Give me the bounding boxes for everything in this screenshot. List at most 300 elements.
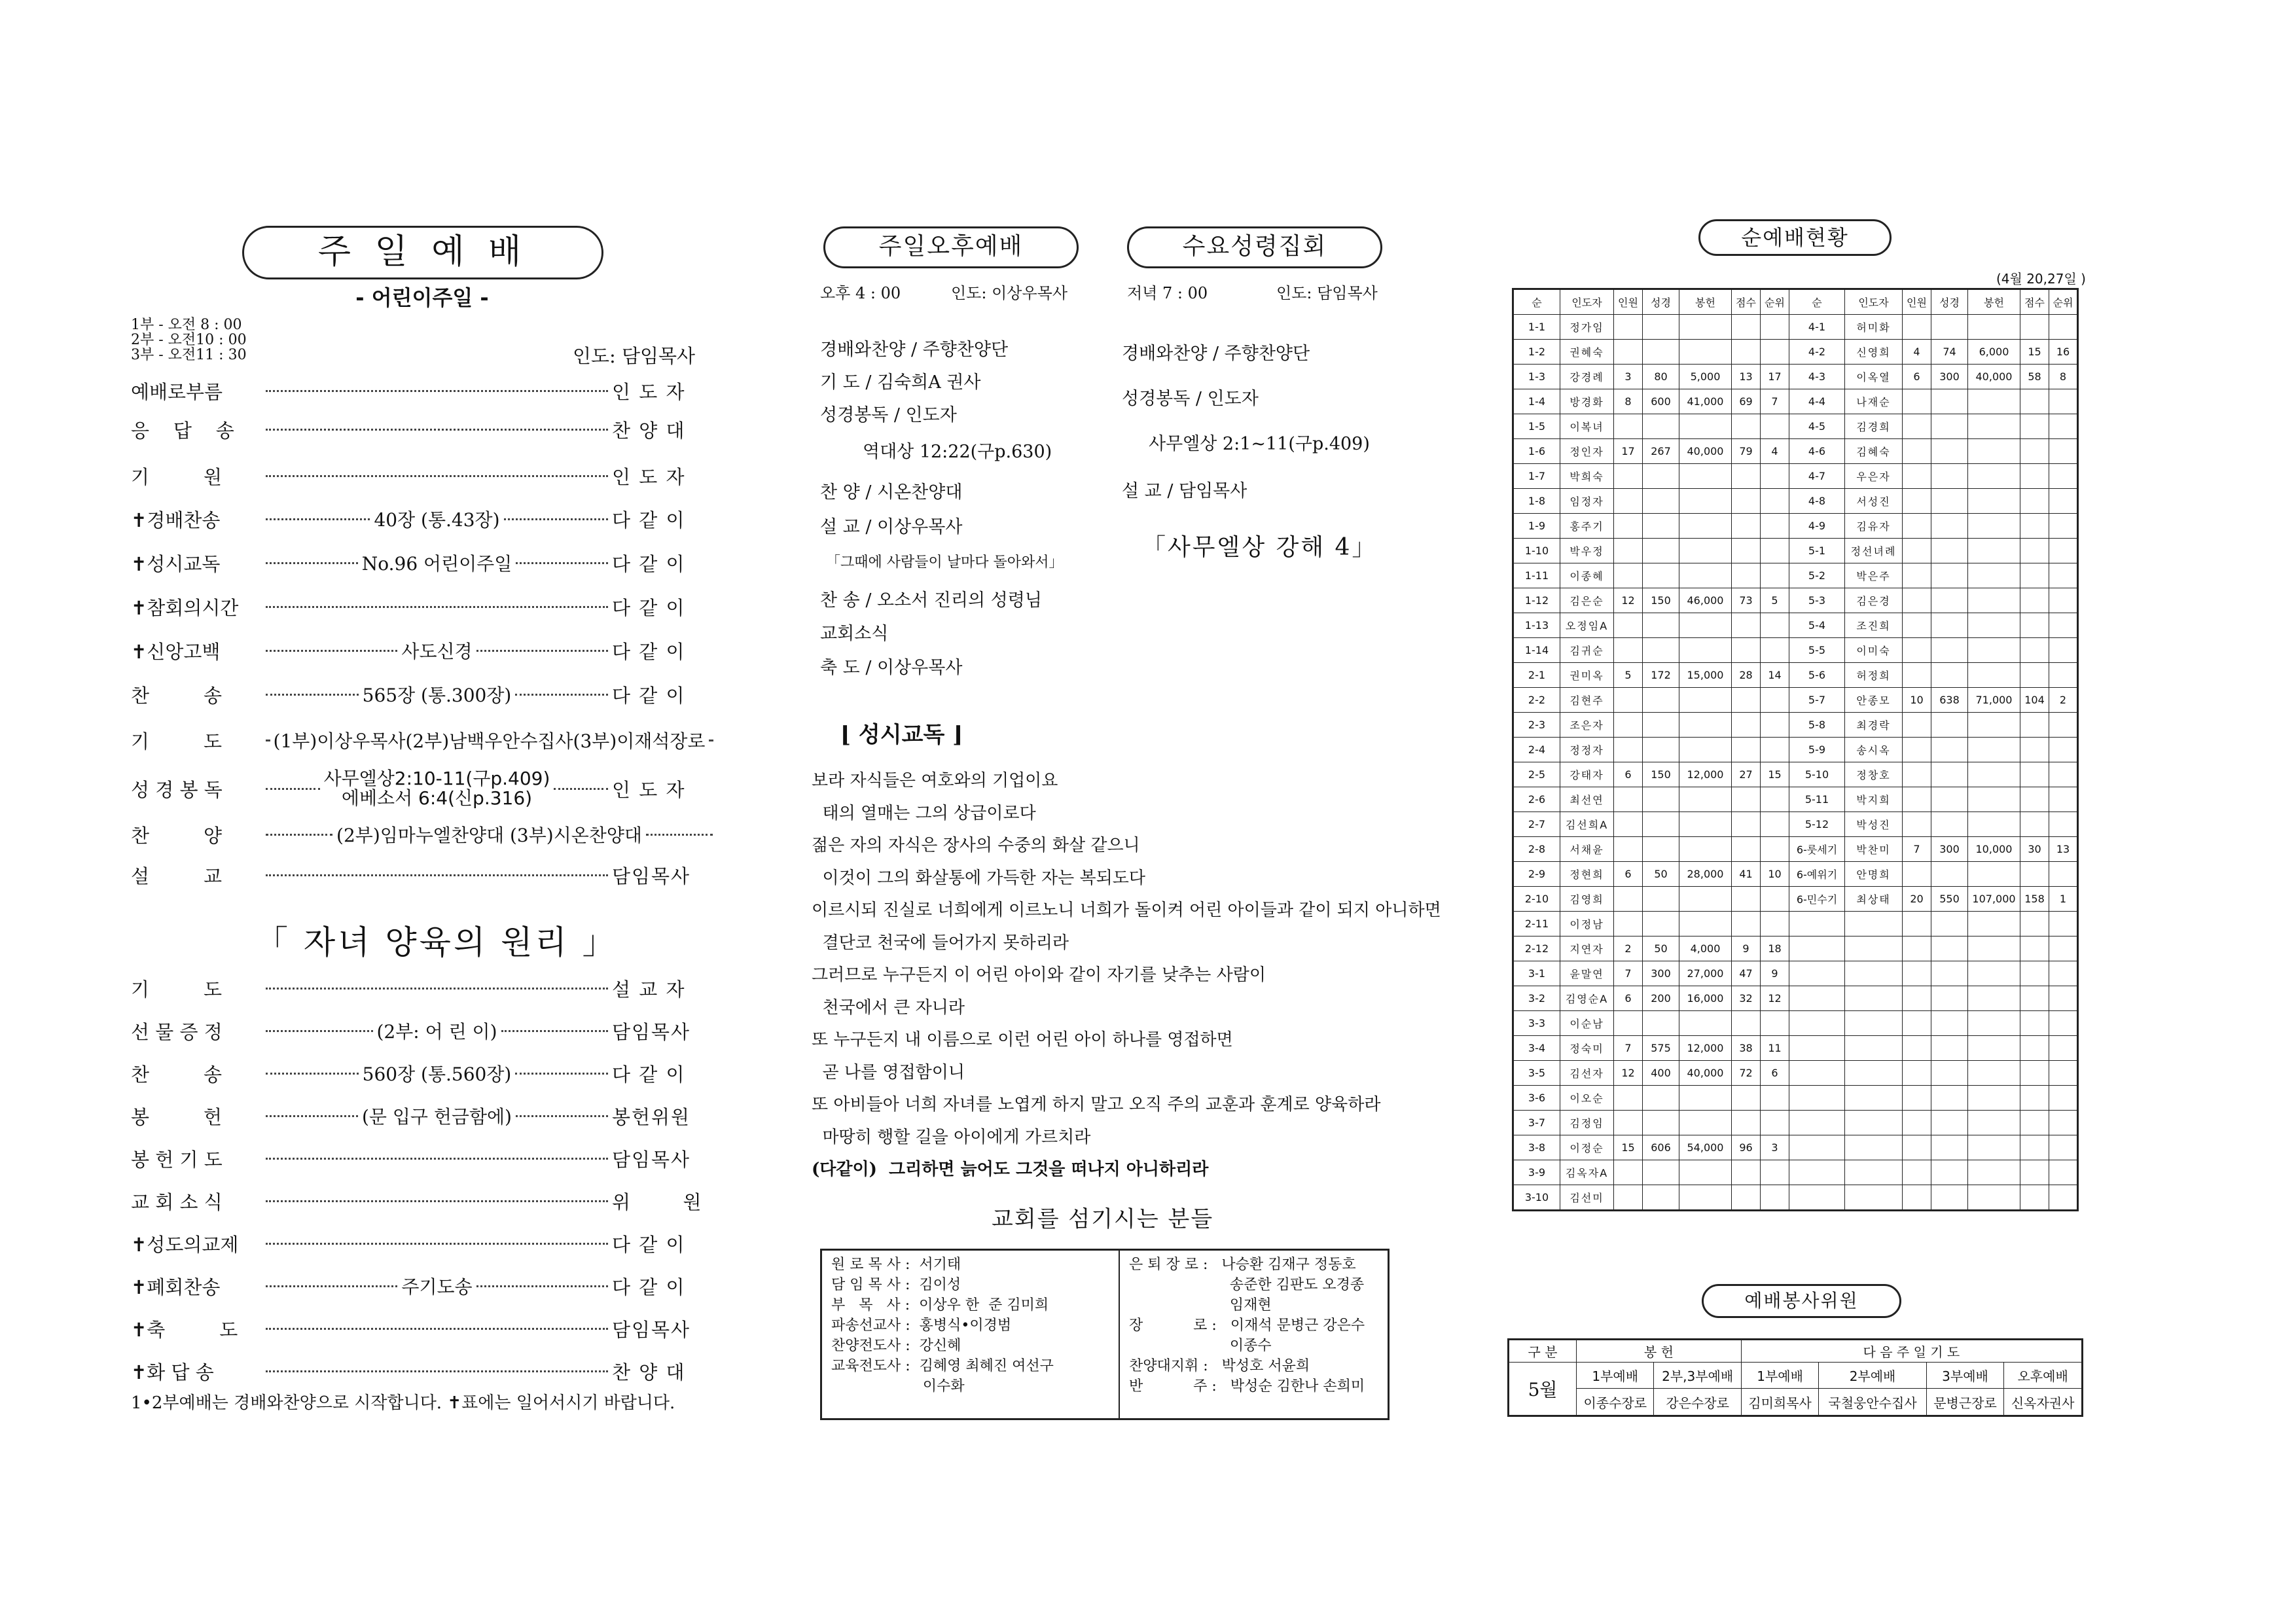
attendance-cell: 12 <box>1614 588 1643 613</box>
attendance-cell: 150 <box>1643 588 1679 613</box>
attendance-cell <box>1679 514 1732 539</box>
attendance-cell: 9 <box>1761 961 1789 986</box>
attendance-cell: 1-6 <box>1513 439 1560 464</box>
worship-item-label: ✝화 답 송 <box>131 1361 214 1383</box>
attendance-cell <box>2020 738 2049 762</box>
attendance-cell <box>2049 1160 2078 1185</box>
attendance-cell: 2-10 <box>1513 887 1560 912</box>
attendance-cell <box>1732 539 1761 563</box>
attendance-cell: 조은자 <box>1560 713 1614 738</box>
worship-item-person: 담임목사 <box>612 865 691 887</box>
attendance-cell <box>1845 961 1903 986</box>
attendance-cell: 1-14 <box>1513 638 1560 663</box>
attendance-cell: 150 <box>1643 762 1679 787</box>
attendance-cell: 2-9 <box>1513 862 1560 887</box>
attendance-cell <box>2020 439 2049 464</box>
attendance-cell: 5-2 <box>1789 563 1845 588</box>
attendance-cell: 김영희 <box>1560 887 1614 912</box>
minister-line: 임재현 <box>1129 1297 1272 1313</box>
attendance-row <box>1513 812 2078 837</box>
attendance-cell <box>1732 1111 1761 1135</box>
attendance-cell: 32 <box>1732 986 1761 1011</box>
reading-line: 또 누구든지 내 이름으로 이런 어린 아이 하나를 영접하면 <box>812 1030 1233 1050</box>
attendance-cell <box>1732 1160 1761 1185</box>
minister-line: 반 주 : 박성순 김한나 손희미 <box>1129 1378 1365 1395</box>
attendance-cell: 7 <box>1614 1036 1643 1061</box>
wednesday-sermon: 「사무엘상 강해 4」 <box>1142 534 1378 561</box>
attendance-cell: 9 <box>1732 936 1761 961</box>
attendance-cell: 김정임 <box>1560 1111 1614 1135</box>
attendance-cell <box>1845 1135 1903 1160</box>
attendance-cell: 이순남 <box>1560 1011 1614 1036</box>
attendance-row <box>1513 1135 2078 1160</box>
attendance-cell <box>2049 613 2078 638</box>
attendance-cell <box>2020 1011 2049 1036</box>
worship-item <box>131 1186 717 1216</box>
attendance-cell: 73 <box>1732 588 1761 613</box>
minister-line: 은 퇴 장 로 : 나승환 김재구 정동호 <box>1129 1257 1356 1273</box>
service-name: 문병근장로 <box>1926 1389 2003 1416</box>
minister-line: 이종수 <box>1129 1338 1272 1354</box>
worship-item-value: (2부: 어 린 이) <box>376 1021 497 1043</box>
worship-item <box>131 504 717 534</box>
attendance-cell <box>1931 414 1968 439</box>
worship-item-person: 다 같 이 <box>612 640 686 663</box>
worship-item-leader-dots <box>262 550 612 576</box>
attendance-cell: 4-9 <box>1789 514 1845 539</box>
attendance-cell <box>1643 1011 1679 1036</box>
attendance-cell <box>2020 1160 2049 1185</box>
attendance-cell <box>1845 1086 1903 1111</box>
attendance-cell <box>2020 539 2049 563</box>
worship-item <box>131 548 717 578</box>
attendance-cell <box>1931 912 1968 936</box>
attendance-cell <box>1732 812 1761 837</box>
footnote: 1•2부예배는 경배와찬양으로 시작합니다. ✝표에는 일어서시기 바랍니다. <box>131 1393 675 1413</box>
worship-item <box>131 1228 717 1258</box>
attendance-cell <box>1643 1086 1679 1111</box>
attendance-row <box>1513 862 2078 887</box>
attendance-cell <box>1903 588 1931 613</box>
attendance-cell: 267 <box>1643 439 1679 464</box>
worship-item-label: 찬 송 <box>131 1063 222 1086</box>
service-sub: 2부예배 <box>1819 1363 1926 1389</box>
worship-item-leader-dots <box>262 1328 612 1330</box>
attendance-cell <box>1732 613 1761 638</box>
attendance-cell: 606 <box>1643 1135 1679 1160</box>
attendance-cell <box>1968 439 2020 464</box>
attendance-cell <box>1761 1011 1789 1036</box>
worship-item-leader-dots <box>262 1243 612 1245</box>
attendance-header-cell: 성경 <box>1931 289 1968 315</box>
worship-item-person: 설 교 자 <box>612 978 686 1001</box>
attendance-cell <box>1643 1160 1679 1185</box>
attendance-cell: 17 <box>1614 439 1643 464</box>
wednesday-time: 저녁 7 : 00 <box>1127 284 1208 302</box>
worship-item <box>131 819 717 849</box>
time-3: 3부 - 오전11 : 30 <box>131 347 247 363</box>
attendance-cell <box>2049 1111 2078 1135</box>
afternoon-line: 기 도 / 김숙희A 권사 <box>820 372 981 393</box>
attendance-cell <box>1643 563 1679 588</box>
attendance-cell: 최상태 <box>1845 887 1903 912</box>
attendance-cell: 158 <box>2020 887 2049 912</box>
attendance-row <box>1513 912 2078 936</box>
worship-item-person: 다 같 이 <box>612 1233 686 1256</box>
minister-line: 찬양전도사 : 강신혜 <box>831 1338 961 1354</box>
attendance-cell <box>2049 489 2078 514</box>
attendance-cell <box>1643 1185 1679 1211</box>
attendance-cell: 5 <box>1761 588 1789 613</box>
attendance-cell <box>1931 1036 1968 1061</box>
attendance-cell <box>1732 638 1761 663</box>
main-leader: 인도: 담임목사 <box>573 345 696 367</box>
attendance-cell <box>1931 663 1968 688</box>
attendance-cell <box>1968 1185 2020 1211</box>
attendance-cell <box>1968 315 2020 340</box>
worship-item-value: No.96 어린이주일 <box>361 553 512 575</box>
attendance-cell <box>1931 787 1968 812</box>
worship-item-value: 주기도송 <box>401 1276 473 1298</box>
worship-item-label: 성 경 봉 독 <box>131 778 223 801</box>
attendance-cell <box>1761 1185 1789 1211</box>
attendance-row <box>1513 414 2078 439</box>
attendance-title-box <box>1698 219 1892 256</box>
attendance-row <box>1513 489 2078 514</box>
attendance-cell <box>2020 812 2049 837</box>
attendance-cell: 서성진 <box>1845 489 1903 514</box>
attendance-cell: 1-2 <box>1513 340 1560 365</box>
attendance-cell <box>2020 588 2049 613</box>
attendance-cell <box>1679 464 1732 489</box>
attendance-cell <box>1968 812 2020 837</box>
attendance-cell <box>1679 1185 1732 1211</box>
attendance-row <box>1513 588 2078 613</box>
attendance-cell: 600 <box>1643 389 1679 414</box>
attendance-cell <box>2049 1086 2078 1111</box>
attendance-cell <box>1761 489 1789 514</box>
attendance-cell: 5-1 <box>1789 539 1845 563</box>
attendance-cell: 5-6 <box>1789 663 1845 688</box>
attendance-cell: 정가임 <box>1560 315 1614 340</box>
attendance-cell <box>1761 613 1789 638</box>
attendance-cell <box>1903 539 1931 563</box>
attendance-cell: 16,000 <box>1679 986 1732 1011</box>
attendance-cell <box>1903 1036 1931 1061</box>
worship-item <box>131 1016 717 1046</box>
attendance-cell: 6 <box>1614 862 1643 887</box>
worship-item <box>131 860 717 890</box>
attendance-header-cell: 점수 <box>1732 289 1761 315</box>
attendance-cell: 5-8 <box>1789 713 1845 738</box>
attendance-cell <box>1931 1185 1968 1211</box>
attendance-cell <box>2020 787 2049 812</box>
attendance-cell <box>2020 862 2049 887</box>
service-month: 5월 <box>1509 1363 1577 1416</box>
attendance-cell: 4-6 <box>1789 439 1845 464</box>
attendance-row <box>1513 688 2078 713</box>
attendance-cell: 400 <box>1643 1061 1679 1086</box>
attendance-cell <box>1903 1160 1931 1185</box>
attendance-cell <box>1614 414 1643 439</box>
attendance-cell <box>1968 464 2020 489</box>
attendance-cell <box>1789 1111 1845 1135</box>
attendance-cell <box>1732 315 1761 340</box>
attendance-cell <box>1679 1111 1732 1135</box>
worship-item-person: 다 같 이 <box>612 508 686 531</box>
attendance-cell <box>2020 1135 2049 1160</box>
attendance-cell: 3-1 <box>1513 961 1560 986</box>
worship-item <box>131 1143 717 1173</box>
attendance-cell: 550 <box>1931 887 1968 912</box>
attendance-cell <box>1679 688 1732 713</box>
worship-item-label: 봉 헌 기 도 <box>131 1148 223 1171</box>
attendance-cell: 1-12 <box>1513 588 1560 613</box>
attendance-cell: 12 <box>1761 986 1789 1011</box>
attendance-cell: 1-4 <box>1513 389 1560 414</box>
attendance-cell: 38 <box>1732 1036 1761 1061</box>
attendance-cell <box>1903 936 1931 961</box>
afternoon-line: 역대상 12:22(구p.630) <box>863 442 1052 462</box>
attendance-cell <box>1761 1160 1789 1185</box>
attendance-row <box>1513 1061 2078 1086</box>
attendance-cell <box>1968 961 2020 986</box>
attendance-header-cell: 인도자 <box>1560 289 1614 315</box>
attendance-cell <box>1679 912 1732 936</box>
attendance-cell <box>1931 1135 1968 1160</box>
attendance-cell <box>1968 762 2020 787</box>
attendance-cell <box>1643 464 1679 489</box>
attendance-cell: 10 <box>1903 688 1931 713</box>
attendance-cell <box>2020 563 2049 588</box>
attendance-cell: 13 <box>2049 837 2078 862</box>
attendance-cell: 2-7 <box>1513 812 1560 837</box>
attendance-cell <box>1968 514 2020 539</box>
attendance-cell: 18 <box>1761 936 1789 961</box>
attendance-cell <box>2049 1185 2078 1211</box>
attendance-cell <box>2049 464 2078 489</box>
attendance-header-cell: 점수 <box>2020 289 2049 315</box>
worship-item-label: 기 도 <box>131 730 222 753</box>
attendance-cell <box>1761 812 1789 837</box>
attendance-cell: 107,000 <box>1968 887 2020 912</box>
attendance-row <box>1513 787 2078 812</box>
attendance-cell <box>1761 713 1789 738</box>
service-table <box>1507 1338 2083 1417</box>
attendance-cell <box>1761 539 1789 563</box>
attendance-cell <box>1968 389 2020 414</box>
attendance-cell <box>1789 912 1845 936</box>
afternoon-line: 축 도 / 이상우목사 <box>820 658 963 678</box>
afternoon-line: 성경봉독 / 인도자 <box>820 405 957 425</box>
attendance-cell <box>1903 1185 1931 1211</box>
attendance-cell: 96 <box>1732 1135 1761 1160</box>
attendance-row <box>1513 738 2078 762</box>
attendance-cell: 47 <box>1732 961 1761 986</box>
worship-item-person: 찬 양 대 <box>612 1361 686 1383</box>
attendance-row <box>1513 1086 2078 1111</box>
attendance-cell <box>2020 663 2049 688</box>
attendance-cell: 정현희 <box>1560 862 1614 887</box>
attendance-cell <box>2049 588 2078 613</box>
attendance-cell <box>1931 762 1968 787</box>
main-service-title: 주 일 예 배 <box>317 232 528 272</box>
worship-item-label: ✝경배찬송 <box>131 508 221 531</box>
attendance-cell <box>1903 613 1931 638</box>
attendance-cell <box>1643 514 1679 539</box>
wednesday-title-box <box>1127 226 1382 268</box>
attendance-cell: 조진희 <box>1845 613 1903 638</box>
attendance-cell: 3-2 <box>1513 986 1560 1011</box>
worship-item-person: 다 같 이 <box>612 552 686 575</box>
attendance-cell <box>1931 563 1968 588</box>
attendance-cell: 김선자 <box>1560 1061 1614 1086</box>
attendance-cell: 10 <box>1761 862 1789 887</box>
attendance-cell <box>2020 489 2049 514</box>
wednesday-line: 사무엘상 2:1~11(구p.409) <box>1149 434 1370 454</box>
attendance-cell <box>1845 1111 1903 1135</box>
worship-item-value: 40장 (통.43장) <box>374 509 500 531</box>
attendance-cell: 지연자 <box>1560 936 1614 961</box>
attendance-cell <box>1931 638 1968 663</box>
attendance-cell <box>1643 315 1679 340</box>
attendance-cell <box>1968 1086 2020 1111</box>
attendance-header-cell: 순 <box>1513 289 1560 315</box>
attendance-cell <box>2020 414 2049 439</box>
attendance-cell: 7 <box>1614 961 1643 986</box>
attendance-cell <box>1614 912 1643 936</box>
worship-item-label: 기 도 <box>131 978 222 1001</box>
attendance-cell: 1 <box>2049 887 2078 912</box>
minister-line: 담 임 목 사 : 김이성 <box>831 1277 961 1293</box>
attendance-cell <box>1643 414 1679 439</box>
main-service-subtitle: - 어린이주일 - <box>355 285 489 310</box>
attendance-cell: 2-1 <box>1513 663 1560 688</box>
worship-item <box>131 679 717 709</box>
attendance-cell: 이오순 <box>1560 1086 1614 1111</box>
attendance-row <box>1513 936 2078 961</box>
attendance-cell: 1-9 <box>1513 514 1560 539</box>
worship-item-leader-dots <box>262 681 612 707</box>
attendance-cell <box>1614 514 1643 539</box>
attendance-cell: 정정자 <box>1560 738 1614 762</box>
minister-line: 송준한 김판도 오경종 <box>1129 1277 1365 1293</box>
attendance-cell <box>1732 514 1761 539</box>
attendance-cell: 6-룻세기 <box>1789 837 1845 862</box>
service-name: 신옥자권사 <box>2004 1389 2083 1416</box>
attendance-cell: 3-10 <box>1513 1185 1560 1211</box>
worship-item-leader-dots <box>262 606 612 608</box>
attendance-cell: 50 <box>1643 862 1679 887</box>
attendance-cell: 5-4 <box>1789 613 1845 638</box>
attendance-cell <box>1614 489 1643 514</box>
attendance-cell: 정창호 <box>1845 762 1903 787</box>
attendance-cell <box>1679 613 1732 638</box>
attendance-cell <box>1968 489 2020 514</box>
attendance-cell <box>1761 414 1789 439</box>
attendance-cell <box>1614 1160 1643 1185</box>
attendance-cell: 28,000 <box>1679 862 1732 887</box>
attendance-cell <box>1903 514 1931 539</box>
worship-item-value: (문 입구 헌금함에) <box>362 1106 512 1128</box>
worship-item-value-line: 사무엘상2:10-11(구p.409) <box>323 768 550 789</box>
attendance-cell <box>1968 638 2020 663</box>
attendance-row <box>1513 514 2078 539</box>
attendance-cell <box>1968 738 2020 762</box>
worship-item-label: ✝축 도 <box>131 1318 238 1341</box>
attendance-cell: 6 <box>1903 365 1931 389</box>
attendance-cell: 4-5 <box>1789 414 1845 439</box>
attendance-cell <box>1789 1135 1845 1160</box>
attendance-cell: 임정자 <box>1560 489 1614 514</box>
attendance-cell: 5-7 <box>1789 688 1845 713</box>
attendance-cell <box>1903 439 1931 464</box>
worship-item-leader-dots <box>262 727 717 753</box>
worship-item-value-line: 에베소서 6:4(신p.316) <box>341 787 533 809</box>
attendance-cell <box>2020 638 2049 663</box>
attendance-cell: 안종모 <box>1845 688 1903 713</box>
attendance-cell: 2-5 <box>1513 762 1560 787</box>
attendance-cell <box>1789 1086 1845 1111</box>
attendance-cell <box>1761 787 1789 812</box>
attendance-cell <box>1732 837 1761 862</box>
attendance-cell <box>2049 414 2078 439</box>
attendance-cell <box>1968 1160 2020 1185</box>
attendance-cell: 8 <box>2049 365 2078 389</box>
reading-line: 또 아비들아 너희 자녀를 노엽게 하지 말고 오직 주의 교훈과 훈계로 양육하라 <box>812 1095 1381 1115</box>
worship-item <box>131 1356 717 1386</box>
attendance-row <box>1513 638 2078 663</box>
reading-line: 마땅히 행할 길을 아이에게 가르치라 <box>812 1127 1091 1147</box>
attendance-cell: 4-7 <box>1789 464 1845 489</box>
attendance-cell <box>1761 315 1789 340</box>
attendance-cell <box>1679 1160 1732 1185</box>
attendance-cell <box>1789 1160 1845 1185</box>
worship-item-value: 560장 (통.560장) <box>362 1063 512 1085</box>
attendance-cell: 2-4 <box>1513 738 1560 762</box>
worship-item-label: ✝폐회찬송 <box>131 1275 221 1298</box>
worship-item-person: 인 도 자 <box>612 465 686 488</box>
attendance-cell <box>1845 912 1903 936</box>
attendance-cell: 200 <box>1643 986 1679 1011</box>
attendance-cell: 3-5 <box>1513 1061 1560 1086</box>
reading-line: 결단코 천국에 들어가지 못하리라 <box>812 933 1069 953</box>
attendance-cell <box>1903 464 1931 489</box>
attendance-cell <box>2020 936 2049 961</box>
attendance-cell <box>1789 1036 1845 1061</box>
worship-item-label: ✝신앙고백 <box>131 640 221 663</box>
attendance-cell <box>1931 315 1968 340</box>
attendance-cell: 40,000 <box>1679 439 1732 464</box>
attendance-cell <box>1968 663 2020 688</box>
worship-item-label: 설 교 <box>131 865 222 887</box>
attendance-cell <box>1761 688 1789 713</box>
attendance-cell: 4-4 <box>1789 389 1845 414</box>
attendance-cell: 이복녀 <box>1560 414 1614 439</box>
worship-item-person: 봉헌위원 <box>612 1105 691 1128</box>
attendance-cell <box>1643 787 1679 812</box>
attendance-cell: 우은자 <box>1845 464 1903 489</box>
attendance-cell: 2 <box>1614 936 1643 961</box>
attendance-cell <box>2049 1061 2078 1086</box>
service-sub: 3부예배 <box>1926 1363 2003 1389</box>
attendance-cell <box>1732 1011 1761 1036</box>
attendance-cell <box>1968 1135 2020 1160</box>
attendance-header-cell: 인도자 <box>1845 289 1903 315</box>
attendance-cell: 2 <box>2049 688 2078 713</box>
attendance-cell: 5 <box>1614 663 1643 688</box>
attendance-cell <box>1903 787 1931 812</box>
